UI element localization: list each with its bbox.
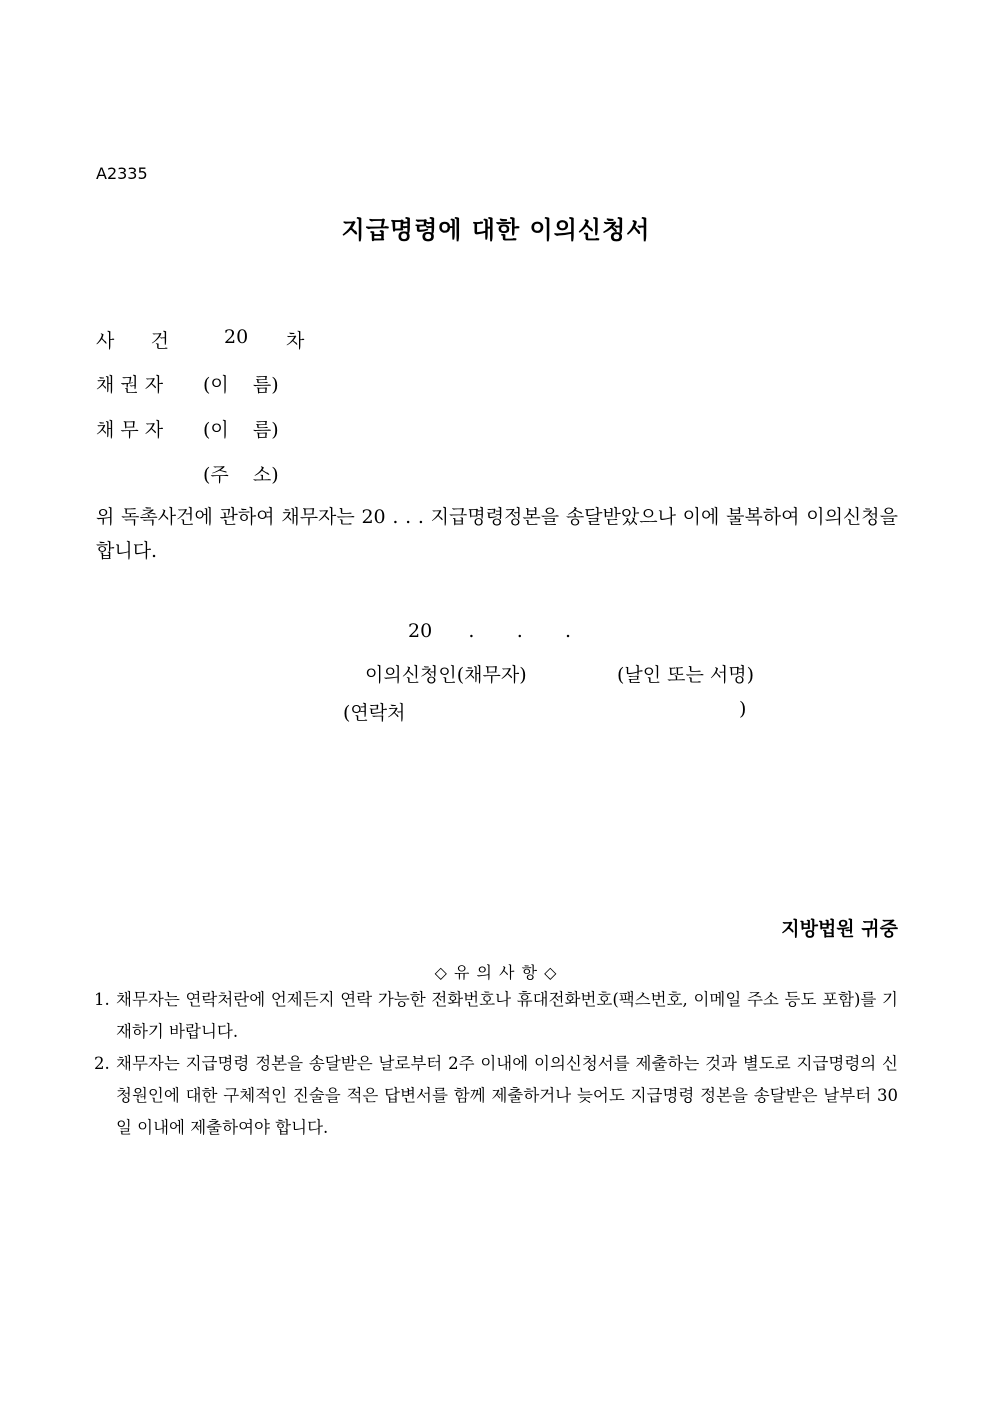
note-item [94,1048,898,1144]
debtor-name-field: (이 름) [203,419,279,441]
note-text: 채무자는 연락처란에 언제든지 연락 가능한 전화번호나 휴대전화번호(팩스번호, 이메일 주소 등도 포함)를 기재하기 바랍니다. [116,990,898,1041]
note-number: 2. [94,1054,110,1073]
note-number: 1. [94,990,110,1009]
debtor-label: 채 무 자 [96,419,164,441]
form-code: A2335 [96,164,148,183]
creditor-label: 채 권 자 [96,374,164,396]
court-addressee: 지방법원 귀중 [781,918,898,940]
applicant-label: 이의신청인(채무자) [365,664,527,686]
signature-date: 20 . . . [408,620,572,642]
case-suffix: 차 [286,330,305,352]
contact-close-paren: ) [739,698,747,720]
notes-header: ◇ 유 의 사 항 ◇ [434,963,558,982]
debtor-address-field: (주 소) [203,464,279,486]
contact-label: (연락처 [343,702,406,724]
note-text: 채무자는 지급명령 정본을 송달받은 날로부터 2주 이내에 이의신청서를 제출하는 것과 별도로 지급명령의 신청원인에 대한 구체적인 진술을 적은 답변서를 함께 제출하거나 늦어도 지급명령 정본을 송달받은 날부터 30일 이내에 제출하여야 합니다. [116,1054,898,1137]
case-label: 사 건 [96,330,169,352]
note-item [94,984,898,1048]
document-title: 지급명령에 대한 이의신청서 [341,216,651,244]
case-year: 20 [224,326,249,348]
seal-or-signature-label: (날인 또는 서명) [617,664,755,686]
creditor-name-field: (이 름) [203,374,279,396]
statement-paragraph: 위 독촉사건에 관하여 채무자는 20 . . . 지급명령정본을 송달받았으나 이에 불복하여 이의신청을 합니다. [96,506,898,562]
